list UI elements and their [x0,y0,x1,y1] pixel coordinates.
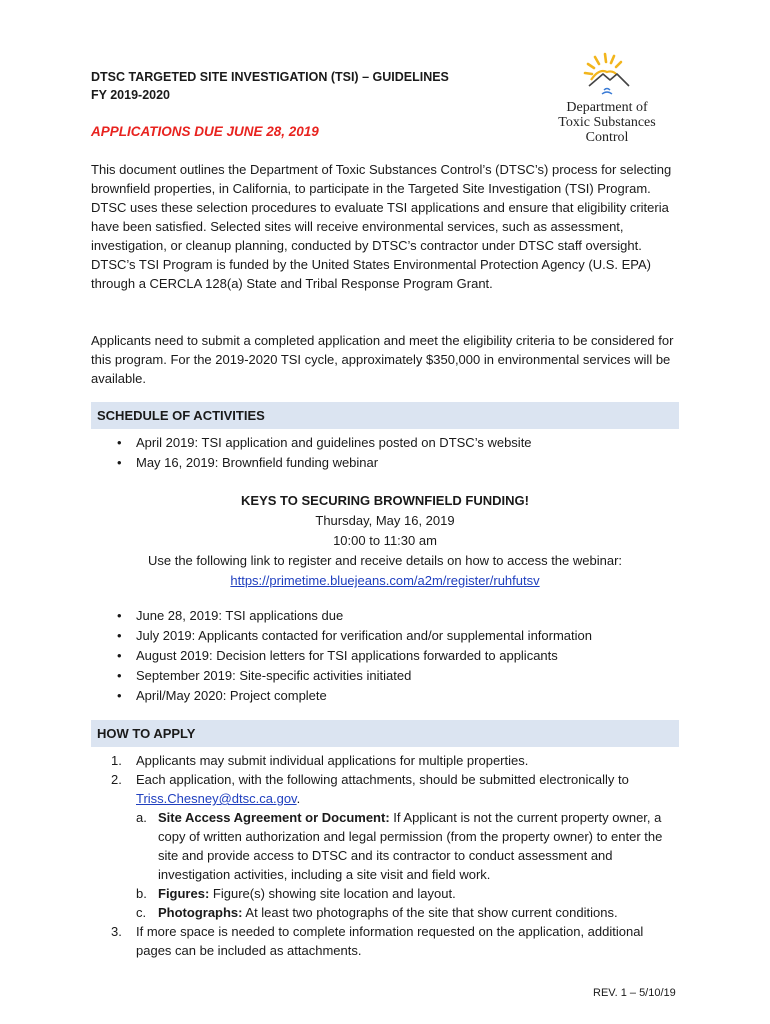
step-number: 1. [111,753,122,768]
schedule-item: • September 2019: Site-specific activities initiated [91,666,592,686]
title-line-1: DTSC TARGETED SITE INVESTIGATION (TSI) – GUIDELINES [91,70,449,84]
schedule-item: • July 2019: Applicants contacted for verification and/or supplemental information [91,626,592,646]
step-3 [91,922,681,960]
sun-mountain-logo-icon [577,48,637,100]
attachment-letter: b. [136,886,147,901]
step-2 [91,770,681,922]
attachment-text: Figure(s) showing site location and layout. [209,886,456,901]
schedule-item: • April/May 2020: Project complete [91,686,592,706]
step-number: 2. [111,772,122,787]
attachment-item [136,884,681,903]
submission-email-link[interactable]: Triss.Chesney@dtsc.ca.gov [136,791,297,806]
step-text: Each application, with the following attachments, should be submitted electronically to [136,772,629,787]
intro-paragraph-1: This document outlines the Department of Toxic Substances Control’s (DTSC’s) process for selecting brownfield properties, in California, to participate in the Targeted Site Investigation (TSI) Program. DTSC uses these selection procedures to evaluate TSI applications and ensure that eligibility criteria have been satisfied. Selected sites will receive environmental services, such as assessment, investigation, or cleanup planning, conducted by DTSC’s contractor under DTSC staff oversight. DTSC’s TSI Program is funded by the United States Environmental Protection Agency (U.S. EPA) through a CERCLA 128(a) State and Tribal Response Program Grant. [91,162,672,291]
attachment-letter: c. [136,905,147,920]
webinar-date: Thursday, May 16, 2019 [315,513,455,528]
attachment-label: Photographs: [158,905,243,920]
email-suffix: . [296,791,301,806]
attachment-letter: a. [136,810,147,825]
schedule-heading: SCHEDULE OF ACTIVITIES [91,402,679,429]
schedule-list-top [91,433,532,473]
attachment-item [136,808,681,884]
step-text: If more space is needed to complete information requested on the application, additional pages can be included as attachments. [136,924,644,958]
schedule-list-bottom [91,606,592,706]
webinar-info [91,491,679,591]
attachment-text: If Applicant is not the current property owner, a copy of written authorization and legal permission (from the property owner) to enter the site and provide access to DTSC and its contractor to conduct assessment and investigation activities, including a site visit and field work. [158,810,663,882]
logo-line-3: Control [585,130,629,145]
attachment-label: Figures: [158,886,210,901]
step-1 [91,751,681,770]
intro-paragraph-2: Applicants need to submit a completed application and meet the eligibility criteria to be considered for this program. For the 2019-2020 TSI cycle, approximately $350,000 in environmental services will be available. [91,333,674,386]
step-text: Applicants may submit individual applications for multiple properties. [136,753,529,768]
attachment-text: At least two photographs of the site that show current conditions. [242,905,618,920]
revision-label: REV. 1 – 5/10/19 [593,987,676,999]
attachment-label: Site Access Agreement or Document: [158,810,390,825]
webinar-instructions: Use the following link to register and receive details on how to access the webinar: [147,553,623,568]
webinar-title: KEYS TO SECURING BROWNFIELD FUNDING! [241,493,529,508]
dtsc-logo [552,48,662,152]
application-deadline: APPLICATIONS DUE JUNE 28, 2019 [91,124,319,139]
title-line-2: FY 2019-2020 [91,88,170,102]
logo-line-1: Department of [566,100,648,115]
attachment-item [136,903,681,922]
schedule-item: • May 16, 2019: Brownfield funding webinar [91,453,532,473]
schedule-item: • April 2019: TSI application and guidelines posted on DTSC’s website [91,433,532,453]
webinar-register-link[interactable]: https://primetime.bluejeans.com/a2m/register/ruhfutsv [230,573,540,588]
schedule-item: • June 28, 2019: TSI applications due [91,606,592,626]
webinar-time: 10:00 to 11:30 am [333,533,437,548]
schedule-item: • August 2019: Decision letters for TSI applications forwarded to applicants [91,646,592,666]
step-number: 3. [111,924,122,939]
attachment-list [136,808,681,922]
how-to-apply-steps [91,751,681,960]
logo-line-2: Toxic Substances [558,115,656,130]
how-to-apply-heading: HOW TO APPLY [91,720,679,747]
document-title [91,68,449,104]
